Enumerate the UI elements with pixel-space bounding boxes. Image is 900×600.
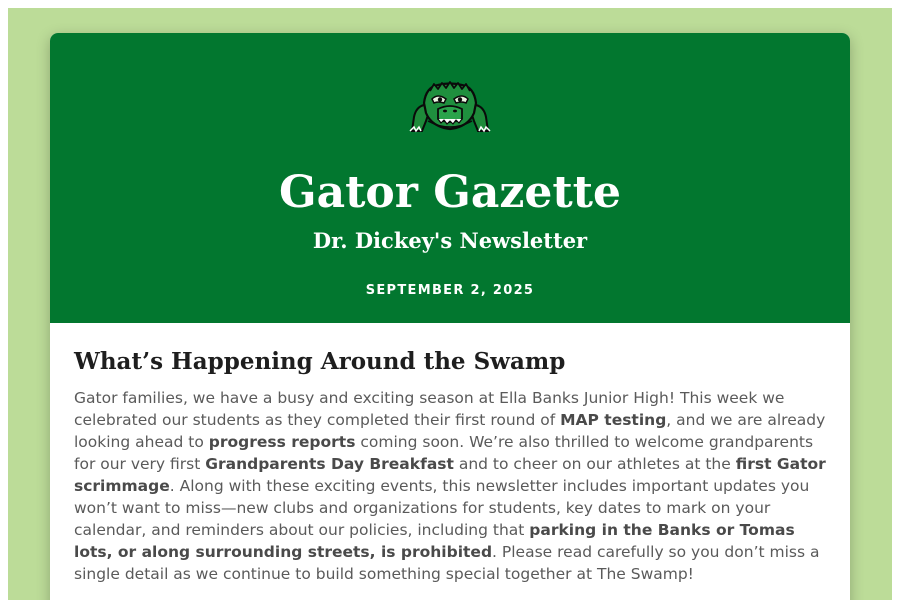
section-heading: What’s Happening Around the Swamp: [74, 348, 566, 375]
highlight-first-scrimmage: first Gator scrimmage: [74, 455, 826, 495]
newsletter-title: Gator Gazette: [279, 167, 621, 218]
paragraph-text: Gator families, we have a busy and exciting season at Ella Banks Junior High! This week we celebrated our students as they completed their first round of: [74, 389, 785, 429]
gator-mascot-icon: [408, 81, 492, 133]
paragraph-text: and to cheer on our athletes at the: [453, 455, 736, 473]
paragraph-text: , and we are already looking ahead to: [74, 411, 826, 451]
highlight-map-testing: MAP testing: [560, 411, 667, 429]
newsletter-card: [50, 33, 850, 600]
newsletter-subtitle: Dr. Dickey's Newsletter: [312, 228, 588, 253]
paragraph-text: coming soon. We’re also thrilled to welcome grandparents for our very first: [74, 433, 814, 473]
highlight-progress-reports: progress reports: [208, 433, 356, 451]
paragraph-text: . Along with these exciting events, this newsletter includes important updates you won’t want to miss—new clubs and organizations for students, key dates to mark on your calendar, and reminders about our policies, including that: [74, 477, 810, 539]
article-paragraph: [74, 387, 826, 585]
highlight-parking-policy: parking in the Banks or Tomas lots, or along surrounding streets, is prohibited: [74, 521, 795, 561]
highlight-grandparents-day: Grandparents Day Breakfast: [205, 455, 454, 473]
issue-date: SEPTEMBER 2, 2025: [365, 283, 535, 298]
paragraph-text: . Please read carefully so you don’t miss a single detail as we continue to build something special together at The Swamp!: [74, 543, 820, 583]
newsletter-header: [50, 33, 850, 323]
page-background: [8, 8, 892, 600]
